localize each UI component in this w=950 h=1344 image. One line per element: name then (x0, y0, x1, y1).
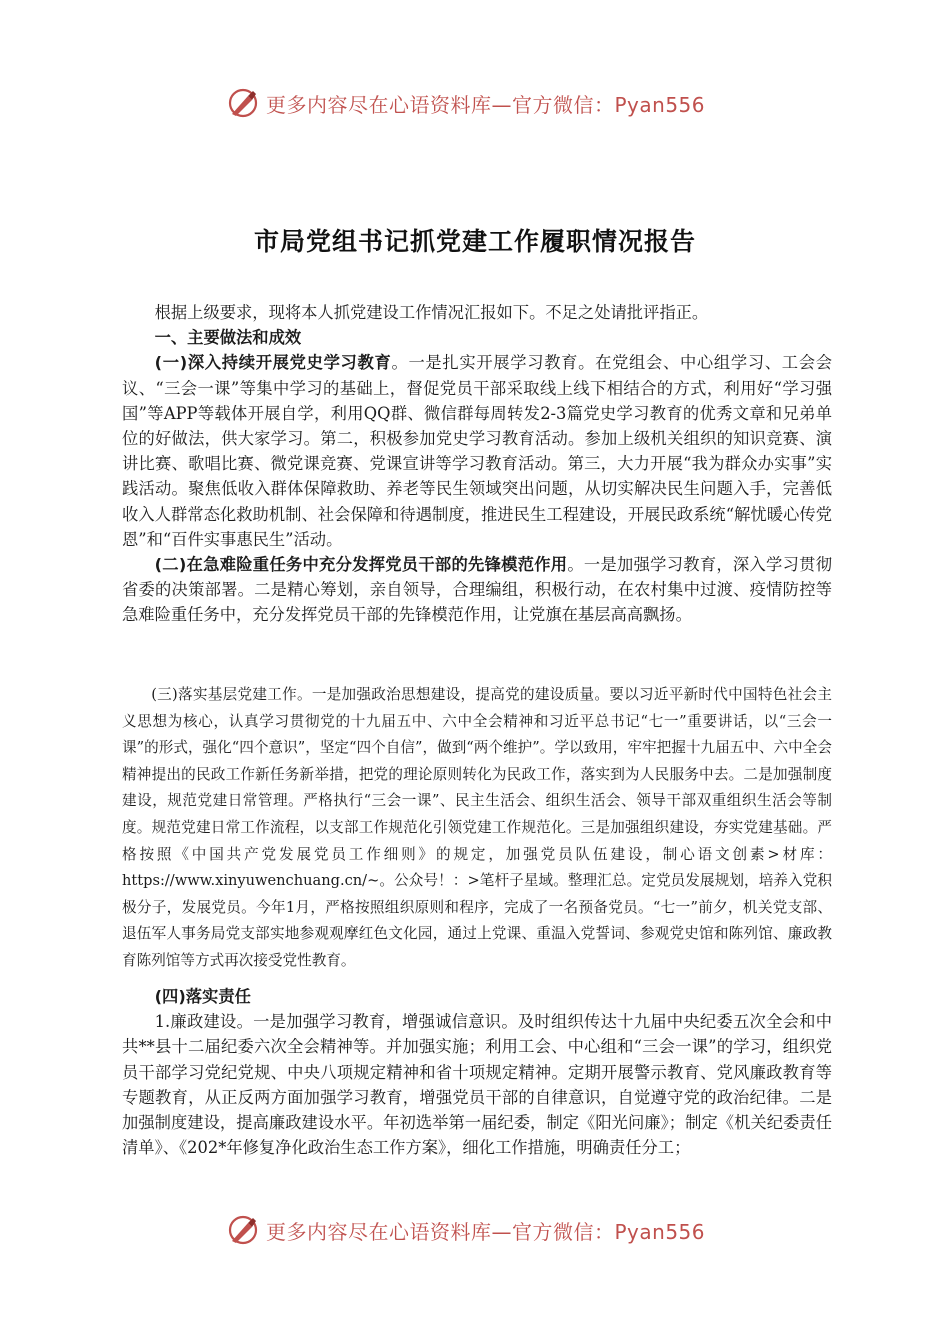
intro-paragraph: 根据上级要求，现将本人抓党建设工作情况汇报如下。不足之处请批评指正。 (154, 303, 709, 322)
subsection-1-heading: (一)深入持续开展党史学习教育 (154, 353, 392, 373)
subsection-2-paragraph (122, 552, 832, 628)
subsection-4-text: 1.廉政建设。一是加强学习教育，增强诚信意识。及时组织传达十九届中央纪委五次全会和中共**县十二届纪委六次全会精神等。并加强实施；利用工会、中心组和“三会一课”的学习，组织党员干部学习党纪党规、中央八项规定精神和省十项规定精神。定期开展警示教育、党风廉政教育等专题教育，从正反两方面加强学习教育，增强党员干部的自律意识，自觉遵守党的政治纪律。二是加强制度建设，提高廉政建设水平。年初选举第一届纪委，制定《阳光问廉》；制定《机关纪委责任清单》、《202*年修复净化政治生态工作方案》，细化工作措施，明确责任分工； (122, 1012, 832, 1158)
subsection-2-heading: (二)在急难险重任务中充分发挥党员干部的先锋模范作用 (154, 555, 568, 575)
subsection-3-text: (三)落实基层党建工作。一是加强政治思想建设，提高党的建设质量。要以习近平新时代中国特色社会主义思想为核心，认真学习贯彻党的十九届五中、六中全会精神和习近平总书记“七一”重要讲话，以“三会一课”的形式，强化“四个意识”，坚定“四个自信”，做到“两个维护”。学以致用，牢牢把握十九届五中、六中全会精神提出的民政工作新任务新举措，把党的理论原则转化为民政工作，落实到为人民服务中去。二是加强制度建设，规范党建日常管理。严格执行“三会一课”、民主生活会、组织生活会、领导干部双重组织生活会等制度。规范党建日常工作流程，以支部工作规范化引领党建工作规范化。三是加强组织建设，夯实党建基础。严格按照《中国共产党发展党员工作细则》的规定，加强党员队伍建设，制心语文创素>材库：https://www.xinyuwenchuang.cn/~。公众号！：>笔杆子星域。整理汇总。定党员发展规划，培养入党积极分子，发展党员。今年1月，严格按照组织原则和程序，完成了一名预备党员。“七一”前夕，机关党支部、退伍军人事务局党支部实地参观观摩红色文化园，通过上党课、重温入党誓词、参观党史馆和陈列馆、廉政教育陈列馆等方式再次接受党性教育。 (122, 686, 832, 969)
document-title: 市局党组书记抓党建工作履职情况报告 (253, 227, 696, 256)
subsection-2-text: 。一是加强学习教育，深入学习贯彻省委的决策部署。二是精心筹划，亲自领导，合理编组，积极行动，在农村集中过渡、疫情防控等急难险重任务中，充分发挥党员干部的先锋模范作用，让党旗在基层高高飘扬。 (122, 555, 832, 625)
pen-nib-logo-icon (226, 1213, 260, 1247)
subsection-4-heading: (四)落实责任 (154, 987, 251, 1006)
pen-nib-logo-icon (226, 86, 260, 120)
subsection-3-paragraph (122, 682, 832, 975)
footer-watermark-banner (226, 1213, 746, 1247)
watermark-text: 更多内容尽在心语资料库—官方微信：Pyan556 (266, 92, 706, 117)
document-body-lower (122, 984, 832, 1160)
watermark-text: 更多内容尽在心语资料库—官方微信：Pyan556 (266, 1219, 706, 1244)
document-body-upper (122, 300, 832, 628)
section-heading-1: 一、主要做法和成效 (154, 328, 302, 348)
subsection-1-paragraph (122, 350, 832, 552)
subsection-1-text: 。一是扎实开展学习教育。在党组会、中心组学习、工会会议、“三会一课”等集中学习的基础上，督促党员干部采取线上线下相结合的方式，利用好“学习强国”等APP等载体开展自学，利用QQ群、微信群每周转发2-3篇党史学习教育的优秀文章和兄弟单位的好做法，供大家学习。第二，积极参加党史学习教育活动。参加上级机关组织的知识竞赛、演讲比赛、歌唱比赛、微党课竞赛、党课宣讲等学习教育活动。第三，大力开展“我为群众办实事”实践活动。聚焦低收入群体保障救助、养老等民生领域突出问题，从切实解决民生问题入手，完善低收入人群常态化救助机制、社会保障和待遇制度，推进民生工程建设，开展民政系统“解忧暖心传党恩”和“百件实事惠民生”活动。 (122, 353, 832, 549)
header-watermark-banner (226, 86, 746, 120)
